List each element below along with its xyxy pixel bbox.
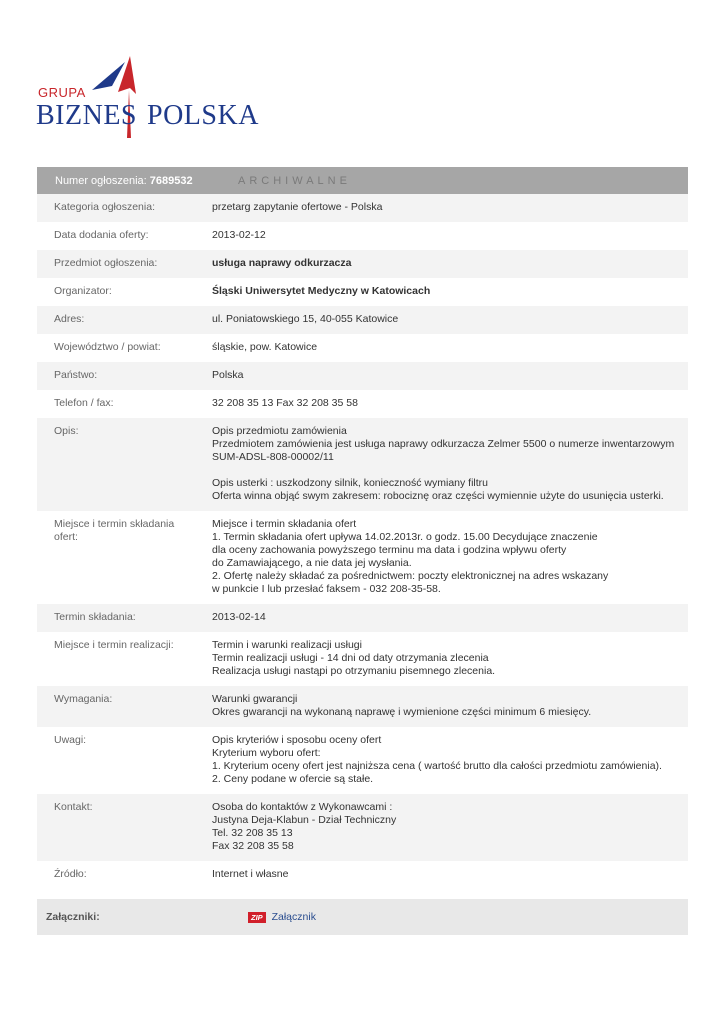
field-value-line: Tel. 32 208 35 13 <box>212 827 293 839</box>
field-value <box>201 727 688 794</box>
field-value <box>201 794 688 861</box>
field-label: Adres: <box>54 313 85 325</box>
attachments-row <box>37 899 688 935</box>
field-value-line: Osoba do kontaktów z Wykonawcami : <box>212 801 393 813</box>
field-value-line: ul. Poniatowskiego 15, 40-055 Katowice <box>212 313 399 325</box>
field-value-line: Termin i warunki realizacji usługi <box>212 639 362 651</box>
field-value <box>201 418 688 511</box>
field-row <box>37 278 688 306</box>
field-row <box>37 250 688 278</box>
field-label: Data dodania oferty: <box>54 229 149 241</box>
field-value-line: Polska <box>212 369 244 381</box>
field-row <box>37 727 688 794</box>
field-label: Źródło: <box>54 868 87 880</box>
field-label: Telefon / fax: <box>54 397 114 409</box>
field-row <box>37 362 688 390</box>
field-value-line: w punkcie I lub przesłać faksem - 032 208-35-58. <box>212 583 441 595</box>
field-value <box>201 861 688 889</box>
listing-number <box>37 175 200 187</box>
attachment-link[interactable]: Załącznik <box>271 911 316 924</box>
field-label: Kategoria ogłoszenia: <box>54 201 155 213</box>
field-value <box>201 362 688 390</box>
field-value <box>201 278 688 306</box>
company-logo <box>30 52 259 147</box>
field-value <box>201 604 688 632</box>
field-value-line: Opis kryteriów i sposobu oceny ofert <box>212 734 382 746</box>
attachments-label: Załączniki: <box>46 911 100 923</box>
field-value-line: Justyna Deja-Klabun - Dział Techniczny <box>212 814 397 826</box>
field-row <box>37 334 688 362</box>
listing-table <box>37 167 688 935</box>
zip-icon: ZIP <box>248 912 266 923</box>
logo-text-biznes: BIZNES <box>36 100 137 131</box>
field-label: Kontakt: <box>54 801 93 813</box>
paragraph-gap <box>212 464 682 477</box>
field-value <box>201 194 688 222</box>
field-value-line: Termin realizacji usługi - 14 dni od daty otrzymania zlecenia <box>212 652 489 664</box>
field-row <box>37 222 688 250</box>
field-value-line: 1. Kryterium oceny ofert jest najniższa cena ( wartość brutto dla całości przedmiotu zamówienia). <box>212 760 662 772</box>
field-label: Uwagi: <box>54 734 87 746</box>
field-value <box>201 250 688 278</box>
listing-number-label: Numer ogłoszenia: <box>55 174 147 187</box>
field-value-line: Internet i własne <box>212 868 289 880</box>
field-row <box>37 861 688 889</box>
field-row <box>37 632 688 686</box>
attachment-item[interactable] <box>248 911 316 923</box>
field-value-line: 2. Ceny podane w ofercie są stałe. <box>212 773 374 785</box>
field-value <box>201 390 688 418</box>
field-value-line: do Zamawiającego, a nie data jej wysłania. <box>212 557 412 569</box>
field-value-line: 2013-02-12 <box>212 229 266 241</box>
field-value-line: 2013-02-14 <box>212 611 266 623</box>
field-label: Organizator: <box>54 285 112 297</box>
field-value <box>201 511 688 604</box>
field-row <box>37 306 688 334</box>
field-value-line: Realizacja usługi nastąpi po otrzymaniu pisemnego zlecenia. <box>212 665 496 677</box>
field-value-line: Oferta winna objąć swym zakresem: robociznę oraz części wymiennie użyte do usunięcia usterki. <box>212 490 664 502</box>
listing-number-value: 7689532 <box>149 174 193 187</box>
field-label: Wymagania: <box>54 693 113 705</box>
field-label: Państwo: <box>54 369 98 381</box>
field-row <box>37 418 688 511</box>
field-value-line: Opis usterki : uszkodzony silnik, konieczność wymiany filtru <box>212 477 489 489</box>
field-label: Województwo / powiat: <box>54 341 161 353</box>
field-row <box>37 390 688 418</box>
field-label: Miejsce i termin realizacji: <box>54 639 174 651</box>
field-label: Opis: <box>54 425 79 437</box>
field-rows <box>37 194 688 889</box>
field-value-line: Kryterium wyboru ofert: <box>212 747 321 759</box>
field-value-line: dla oceny zachowania powyższego terminu ma data i godzina wpływu oferty <box>212 544 567 556</box>
status-badge: ARCHIWALNE <box>238 174 351 187</box>
field-label: Przedmiot ogłoszenia: <box>54 257 158 269</box>
field-value-line: 32 208 35 13 Fax 32 208 35 58 <box>212 397 358 409</box>
field-value-line: 2. Ofertę należy składać za pośrednictwem: poczty elektronicznej na adres wskazany <box>212 570 609 582</box>
logo-text-main <box>36 100 259 132</box>
field-label: Miejsce i termin składania ofert: <box>54 518 175 543</box>
field-value-line: Śląski Uniwersytet Medyczny w Katowicach <box>212 285 431 297</box>
field-value-line: Miejsce i termin składania ofert <box>212 518 357 530</box>
field-value-line: Fax 32 208 35 58 <box>212 840 294 852</box>
logo-text-grupa: GRUPA <box>38 85 86 100</box>
field-value <box>201 306 688 334</box>
field-value-line: Okres gwarancji na wykonaną naprawę i wymienione części minimum 6 miesięcy. <box>212 706 592 718</box>
logo-text-polska: POLSKA <box>147 100 259 131</box>
field-value-line: Opis przedmiotu zamówienia <box>212 425 347 437</box>
field-value-line: 1. Termin składania ofert upływa 14.02.2013r. o godz. 15.00 Decydujące znaczenie <box>212 531 598 543</box>
field-value <box>201 632 688 686</box>
field-row <box>37 604 688 632</box>
field-label: Termin składania: <box>54 611 136 623</box>
field-value-line: Przedmiotem zamówienia jest usługa naprawy odkurzacza Zelmer 5500 o numerze inwentarzowym SUM-ADSL-808-00002/11 <box>212 438 675 463</box>
field-value-line: usługa naprawy odkurzacza <box>212 257 352 269</box>
field-row <box>37 511 688 604</box>
listing-header <box>37 167 688 194</box>
field-row <box>37 794 688 861</box>
field-value <box>201 686 688 727</box>
field-value-line: Warunki gwarancji <box>212 693 298 705</box>
field-value <box>201 222 688 250</box>
field-value <box>201 334 688 362</box>
field-row <box>37 194 688 222</box>
field-value-line: śląskie, pow. Katowice <box>212 341 318 353</box>
field-value-line: przetarg zapytanie ofertowe - Polska <box>212 201 383 213</box>
field-row <box>37 686 688 727</box>
